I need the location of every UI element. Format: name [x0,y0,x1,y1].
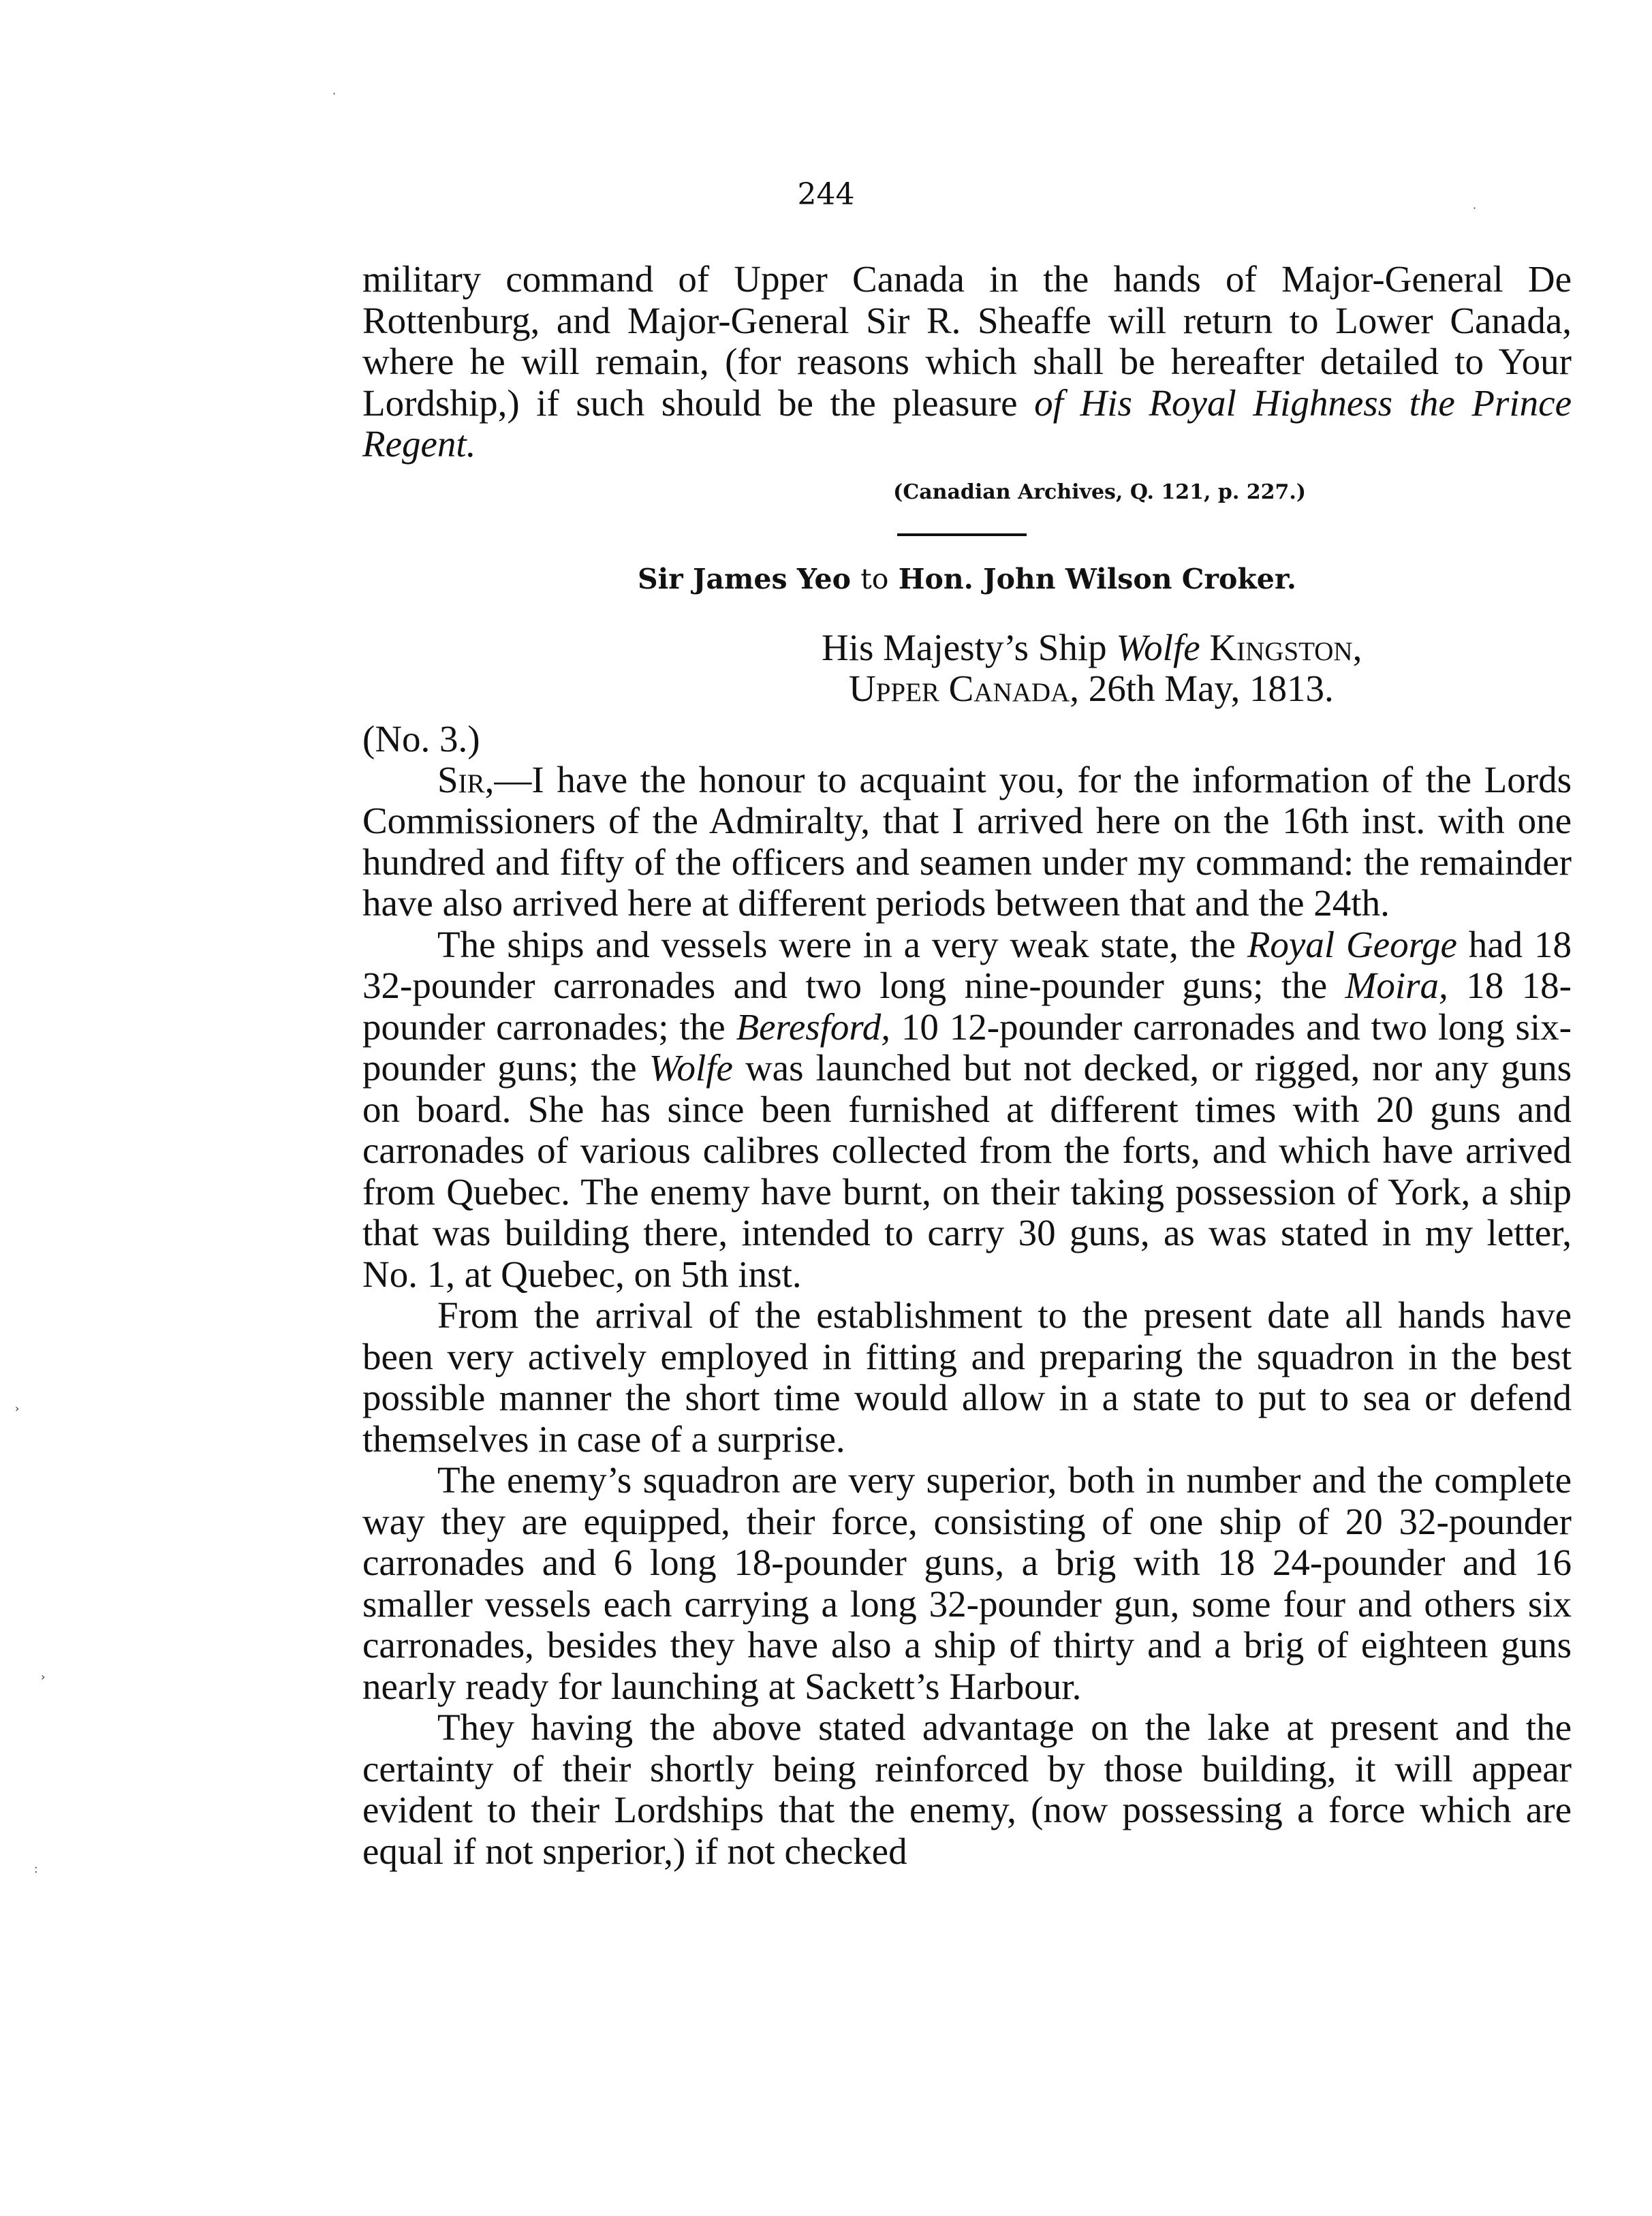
letter-dateline [362,627,1572,709]
letter-paragraph-3: From the arrival of the establishment to the present date all hands have been very actively employed in fitting and preparing the squadron in the best possible manner the short time would allow in a state to put to sea or defend themselves in case of a surprise. [362,1294,1572,1460]
scan-speck: · [332,87,337,100]
letter-number: (No. 3.) [362,717,480,760]
dateline-prefix: His Majesty’s Ship [822,626,1117,668]
letter-paragraph-5: They having the above stated advantage on the lake at present and the certainty of their shortly being reinforced by those building, it will appear evident to their Lordships that the enemy, (now possessing a force which are equal if not snperior,) if not checked [362,1706,1572,1872]
ship-royal-george: Royal George [1247,923,1457,965]
dateline-line-2 [822,668,1572,709]
p2-text-1: The ships and vessels were in a very weak state, the [437,923,1247,965]
paragraph-1-text: —I have the honour to acquaint you, for the information of the Lords Commissioners of the Admiralty, that I arrived here on the 16th inst. with one hundred and fifty of the officers and seamen under my command: the remainder have also arrived here at different periods between that and the 24th. [362,758,1572,924]
letter-paragraph-2 [362,924,1572,1296]
dateline-region: Upper Canada, [849,667,1079,709]
scan-speck: · [1473,202,1477,215]
dateline-ship-name: Wolfe [1116,626,1200,668]
scan-speck: › [15,1402,20,1415]
section-divider [897,533,1027,536]
ship-wolfe: Wolfe [649,1047,733,1089]
letter-recipient: Hon. John Wilson Croker. [898,562,1296,595]
page-body [362,259,1572,1872]
opening-text: military command of Upper Canada in the hands of Major-General De Rottenburg, and Major-General Sir R. Sheaffe will return to Lower Canada, where he will remain, (for reasons which shall be hereafter detailed to Your Lordship,) if such should be the pleasure [362,258,1572,424]
letter-heading [362,561,1572,597]
ship-beresford: Beresford, [736,1005,891,1048]
scan-speck: : [34,1862,38,1875]
opening-paragraph [362,259,1572,465]
opening-text-italic: of His Royal Highness the Prince Regent. [362,381,1572,465]
letter-paragraph-1 [362,760,1572,924]
ship-moira: Moira, [1345,965,1448,1006]
dateline-place: Kingston, [1209,626,1362,668]
letter-sender: Sir James Yeo [638,562,851,595]
salutation: Sir, [437,758,495,800]
scan-speck: › [41,1670,46,1683]
letter-paragraph-4: The enemy’s squadron are very superior, both in number and the complete way they are equipped, their force, consisting of one ship of 20 32-pounder carronades and 6 long 18-pounder guns, a brig with 18 24-pounder and 16 smaller vessels each carrying a long 32-pounder gun, some four and others six carronades, besides they have also a ship of thirty and a brig of eighteen guns nearly ready for launching at Sackett’s Harbour. [362,1459,1572,1707]
p2-text-2: had 18 32-pounder carronades and two long nine-pounder guns; the [362,923,1572,1006]
p2-text-4: 10 12-pounder carronades and two long six-pounder guns; the [362,1005,1572,1089]
page-number: 244 [797,177,855,212]
p2-text-3: 18 18-pounder carronades; the [362,965,1572,1048]
archive-citation: (Canadian Archives, Q. 121, p. 227.) [893,480,1306,504]
p2-text-5: was launched but not decked, or rigged, nor any guns on board. She has since been furnished at different times with 20 guns and carronades of various calibres collected from the forts, and which have arrived from Quebec. The enemy have burnt, on their taking possession of York, a ship that was building there, intended to carry 30 guns, as was stated in my letter, No. 1, at Quebec, on 5th inst. [362,1047,1572,1295]
dateline-date: 26th May, 1813. [1078,667,1334,709]
letter-heading-to: to [860,562,889,595]
dateline-line-1 [822,627,1572,668]
